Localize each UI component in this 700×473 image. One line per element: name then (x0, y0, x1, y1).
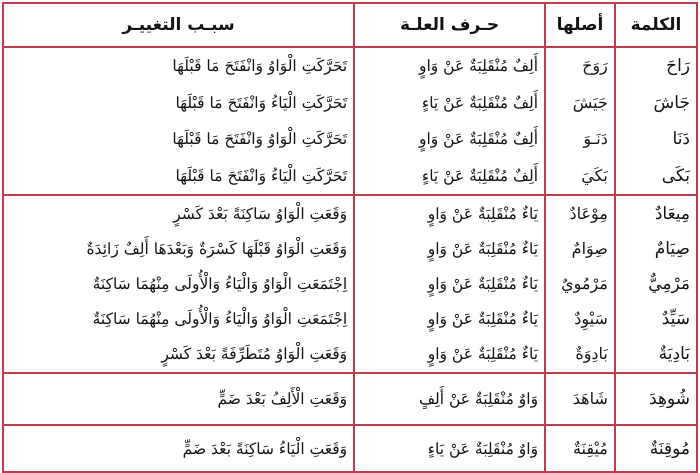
weak-letter: يَاءٌ مُنْقَلِبَةٌ عَنْ وَاوٍ (427, 345, 539, 364)
original-cell (545, 47, 615, 195)
reason-cell (3, 47, 354, 195)
letter-cell (354, 195, 545, 373)
letter-cell (354, 425, 545, 472)
change-reason: وَقَعَتِ الْوَاوُ سَاكِنَةً بَعْدَ كَسْرٍ (173, 204, 348, 223)
word: مَرْمِيٌّ (648, 273, 690, 294)
table-row (3, 373, 697, 425)
change-reason: تَحَرَّكَتِ الْيَاءُ وَانْفَتَحَ مَا قَبْلَهَا (175, 93, 348, 112)
weak-letter: يَاءٌ مُنْقَلِبَةٌ عَنْ وَاوٍ (427, 204, 539, 223)
original-form: شَاهَدَ (572, 389, 608, 408)
weak-letter: أَلِفٌ مُنْقَلِبَةٌ عَنْ وَاوٍ (418, 57, 539, 76)
vowel-change-table (2, 2, 698, 473)
original-form: مُيْقِنَةٌ (572, 438, 608, 458)
weak-letter: يَاءٌ مُنْقَلِبَةٌ عَنْ وَاوٍ (427, 310, 539, 329)
original-form: مَرْمُويٌ (561, 273, 608, 293)
word-cell (615, 425, 697, 472)
change-reason: تَحَرَّكَتِ الْوَاوُ وَانْفَتَحَ مَا قَبْلَهَا (172, 57, 348, 76)
change-reason: اِجْتَمَعَتِ الْوَاوُ وَالْيَاءُ وَالْأُولَى مِنْهُمَا سَاكِنَةٌ (92, 274, 348, 293)
word-cell (615, 373, 697, 425)
original-form: مِوْعَادٌ (569, 203, 608, 223)
word: جَاشَ (653, 92, 690, 113)
word: صِيَامٌ (654, 238, 690, 259)
weak-letter: وَاوٌ مُنْقَلِبَةٌ عَنْ يَاءٍ (427, 439, 539, 458)
word-cell (615, 195, 697, 373)
change-reason: وَقَعَتِ الْوَاوُ مُتَطَرِّفَةً بَعْدَ كَسْرٍ (161, 345, 348, 364)
change-reason: وَقَعَتِ الْوَاوُ قَبْلَهَا كَسْرَةٌ وَبَعْدَهَا أَلِفٌ زَائِدَةٌ (86, 239, 348, 258)
table-row (3, 425, 697, 472)
change-reason: وَقَعَتِ الْيَاءُ سَاكِنَةً بَعْدَ ضَمٍّ (182, 439, 348, 458)
letter-cell (354, 373, 545, 425)
header-row (3, 3, 697, 47)
table-row (3, 195, 697, 373)
original-cell (545, 425, 615, 472)
change-reason: اِجْتَمَعَتِ الْوَاوُ وَالْيَاءُ وَالْأُولَى مِنْهُمَا سَاكِنَةٌ (92, 310, 348, 329)
weak-letter: وَاوٌ مُنْقَلِبَةٌ عَنْ أَلِفٍ (418, 390, 539, 408)
change-reason: وَقَعَتِ الْأَلِفُ بَعْدَ ضَمٍّ (217, 390, 348, 408)
word: رَاحَ (666, 56, 690, 77)
word: بَادِيَةٌ (658, 344, 690, 365)
letter-cell (354, 47, 545, 195)
original-form: رَوَحَ (582, 56, 608, 76)
original-form: جَيَشَ (572, 92, 608, 112)
word: دَنَا (672, 129, 690, 150)
reason-cell (3, 373, 354, 425)
word: سَيِّدٌ (661, 309, 690, 330)
reason-cell (3, 425, 354, 472)
header-word: الكلمة (615, 3, 697, 47)
word: بَكَى (661, 165, 690, 186)
change-reason: تَحَرَّكَتِ الْوَاوُ وَانْفَتَحَ مَا قَبْلَهَا (172, 130, 348, 149)
original-cell (545, 195, 615, 373)
weak-letter: أَلِفٌ مُنْقَلِبَةٌ عَنْ يَاءٍ (421, 166, 539, 185)
original-form: سَيْوِدٌ (574, 309, 608, 329)
word-cell (615, 47, 697, 195)
reason-cell (3, 195, 354, 373)
original-form: صِوَامٌ (571, 238, 608, 258)
header-letter: حـرف العلـة (354, 3, 545, 47)
original-form: بَكَيَ (581, 165, 608, 185)
header-original: أصلها (545, 3, 615, 47)
weak-letter: يَاءٌ مُنْقَلِبَةٌ عَنْ وَاوٍ (427, 239, 539, 258)
weak-letter: أَلِفٌ مُنْقَلِبَةٌ عَنْ وَاوٍ (418, 130, 539, 149)
word: مِيعَادٌ (654, 203, 690, 224)
word: مُوقِنَةٌ (649, 438, 690, 459)
weak-letter: يَاءٌ مُنْقَلِبَةٌ عَنْ وَاوٍ (427, 274, 539, 293)
weak-letter: أَلِفٌ مُنْقَلِبَةٌ عَنْ يَاءٍ (421, 93, 539, 112)
header-reason: سبـب التغييـر (3, 3, 354, 47)
word: شُوهِدَ (649, 389, 690, 409)
change-reason: تَحَرَّكَتِ الْيَاءُ وَانْفَتَحَ مَا قَبْلَهَا (175, 166, 348, 185)
table-row (3, 47, 697, 195)
original-form: دَنَـوَ (583, 129, 608, 149)
original-form: بَادِوَةٌ (575, 344, 608, 364)
original-cell (545, 373, 615, 425)
